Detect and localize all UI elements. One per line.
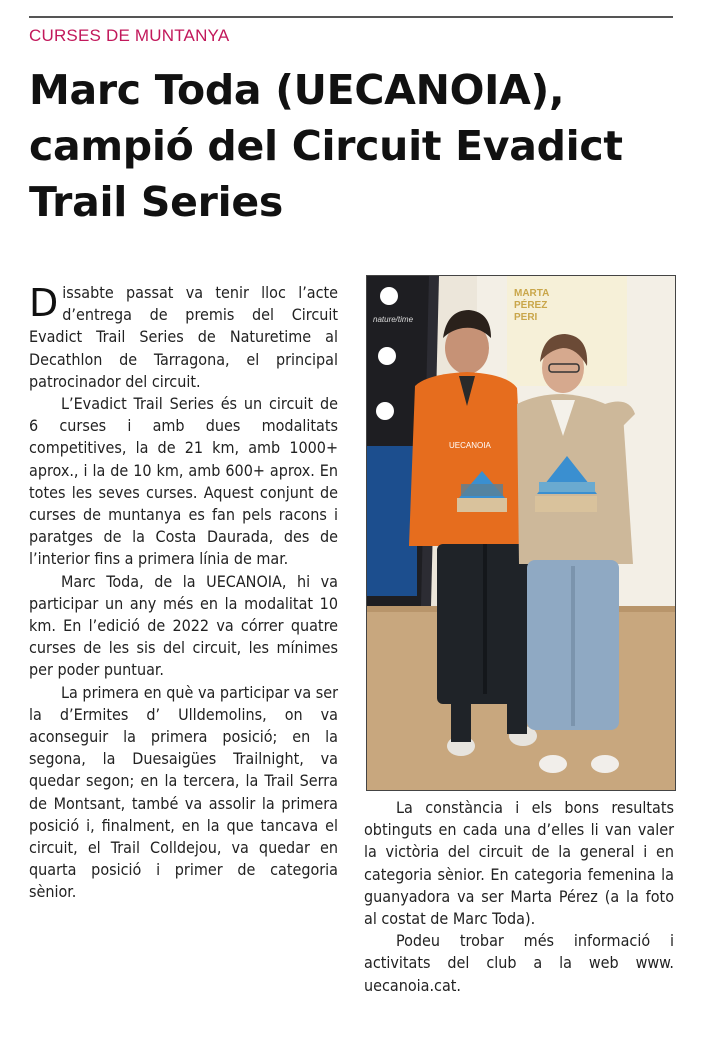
shirt-text: UECANOIA — [449, 441, 491, 450]
headline-line-1: Marc Toda (UECANOIA), — [29, 66, 565, 114]
article-column-right — [364, 797, 674, 997]
paragraph-1 — [29, 282, 338, 393]
paragraph-5: La constància i els bons resultats obtinguts en cada una d’elles li van valer la victòria del circuit de la general i en categoria sènior. En categoria femenina la guanyadora va ser Marta Pérez (a la foto al costat de Marc Toda). — [364, 798, 674, 929]
poster-text-2: PÉREZ — [514, 300, 548, 311]
paragraph-2: L’Evadict Trail Series és un circuit de 6 curses i amb dues modalitats competitives, la de 21 km, amb 1000+ aprox., i la de 10 km, amb 600+ aprox. En totes les seves curses. Aquest conjunt de curses de muntanya es fan pels racons i paratges de la Costa Daurada, des de l’interior fins a primera línia de mar. — [29, 394, 338, 569]
paragraph-3: Marc Toda, de la UECANOIA, hi va participar un any més en la modalitat 10 km. En l’edició de 2022 va córrer quatre curses de les sis del circuit, les mínimes per poder puntuar. — [29, 571, 338, 680]
award-photo — [366, 275, 676, 791]
paragraph-6: Podeu trobar més informació i activitats del club a la web www. uecanoia.cat. — [364, 931, 674, 995]
poster-text-1: MARTA — [514, 288, 550, 299]
paragraph-4: La primera en què va participar va ser la d’Ermites d’ Ulldemolins, on va aconseguir la primera posició; en la segona, la Duesaigües Trailnight, va quedar segon; en la tercera, la Trail Serra de Montsant, també va assolir la primera posició i, finalment, en la que tancava el circuit, el Trail Colldejou, va quedar en quarta posició i primer de categoria sènior. — [29, 682, 338, 902]
paragraph-1-text: issabte passat va tenir lloc l’acte d’entrega de premis del Circuit Evadict Trail Series de Naturetime al Decathlon de Tarragona, el principal patrocinador del circuit. — [29, 283, 338, 391]
headline-line-3: Trail Series — [29, 178, 283, 226]
headline-line-2: campió del Circuit Evadict — [29, 122, 623, 170]
top-rule — [29, 16, 673, 18]
article-column-left — [29, 282, 338, 904]
banner-text-1: nature/time — [373, 315, 414, 324]
section-label: CURSES DE MUNTANYA — [29, 26, 230, 45]
headline — [29, 62, 679, 230]
poster-text-3: PERI — [514, 312, 538, 323]
drop-cap: D — [29, 281, 59, 325]
